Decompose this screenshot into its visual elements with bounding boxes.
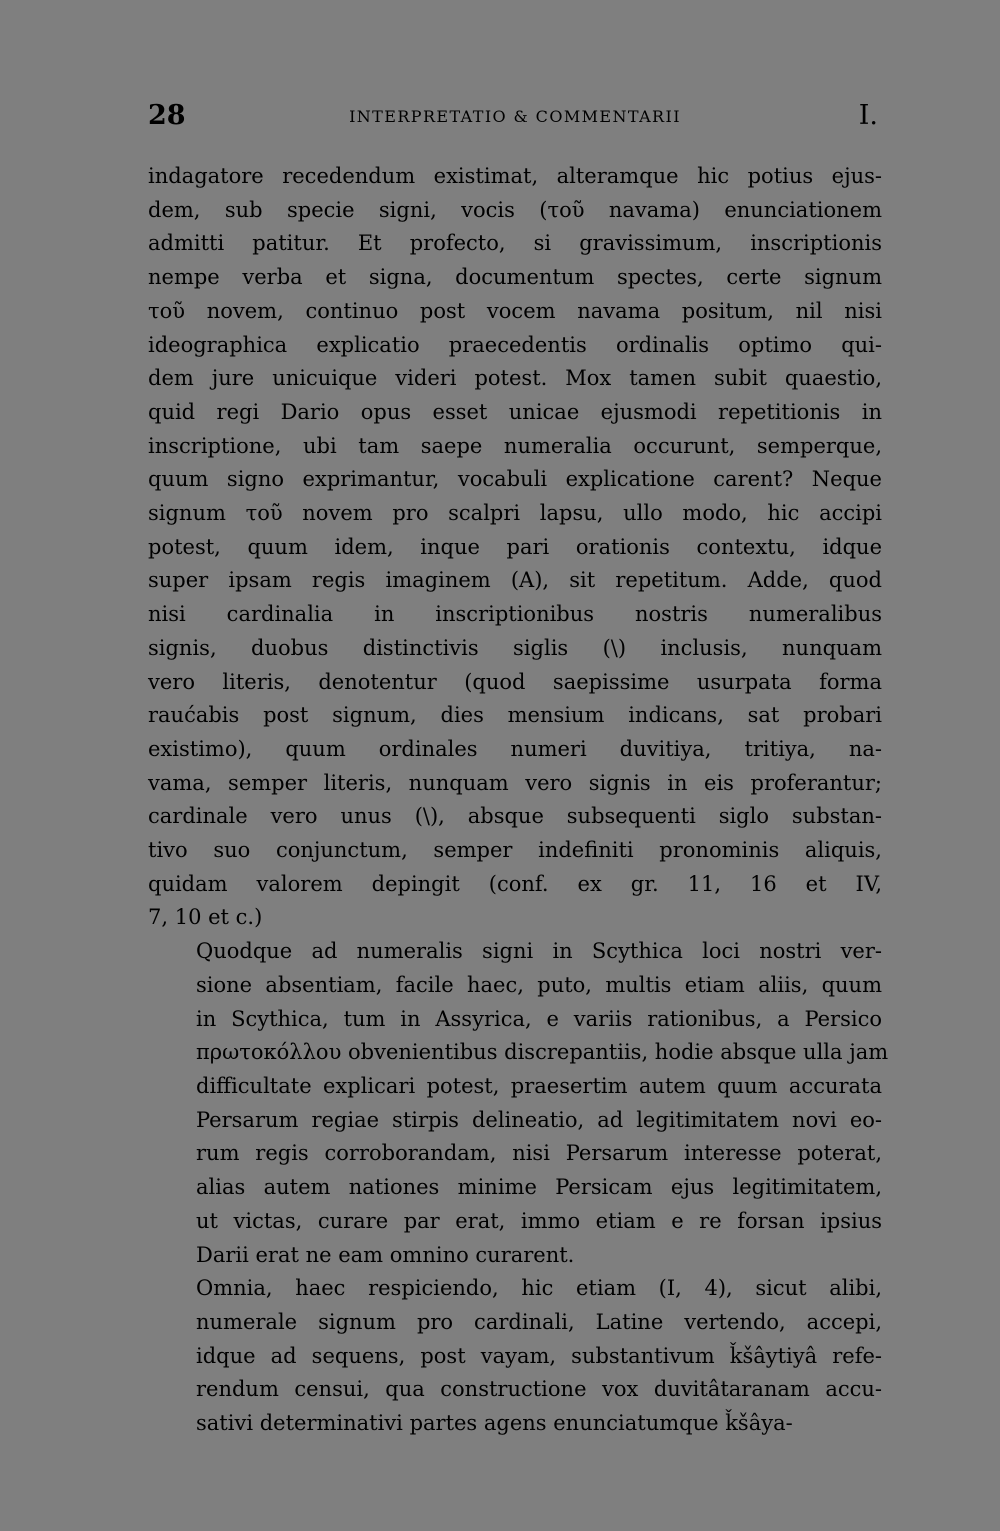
text-line: dem jure unicuique videri potest. Mox tamen subit quaestio, xyxy=(148,366,882,391)
text-line: difficultate explicari potest, praesertim autem quum accurata xyxy=(196,1073,882,1098)
text-line: idque ad sequens, post vayam, substantivum ǩšâytiyâ refe- xyxy=(196,1343,882,1368)
body-text xyxy=(148,160,889,1441)
text-line: vero literis, denotentur (quod saepissime usurpata forma xyxy=(148,669,882,694)
text-line: inscriptione, ubi tam saepe numeralia occurunt, semperque, xyxy=(148,433,882,458)
text-line: alias autem nationes minime Persicam ejus legitimitatem, xyxy=(196,1175,882,1200)
text-line: sativi determinativi partes agens enunciatumque ǩšâya- xyxy=(196,1411,793,1436)
section-number: I. xyxy=(858,100,878,131)
paragraph xyxy=(148,935,889,1272)
text-line: Omnia, haec respiciendo, hic etiam (I, 4), sicut alibi, xyxy=(196,1276,882,1301)
text-line: quum signo exprimantur, vocabuli explicatione carent? Neque xyxy=(148,467,882,492)
page-number: 28 xyxy=(148,100,186,131)
page-header xyxy=(148,98,882,138)
text-line: in Scythica, tum in Assyrica, e variis rationibus, a Persico xyxy=(196,1006,882,1031)
text-line: rendum censui, qua constructione vox duvitâtaranam accu- xyxy=(196,1377,882,1402)
text-line: raućabis post signum, dies mensium indicans, sat probari xyxy=(148,703,882,728)
text-line: super ipsam regis imaginem (A), sit repetitum. Adde, quod xyxy=(148,568,882,593)
text-line: signis, duobus distinctivis siglis (\) inclusis, nunquam xyxy=(148,635,882,660)
text-line: ideographica explicatio praecedentis ordinalis optimo qui- xyxy=(148,332,882,357)
text-line: Persarum regiae stirpis delineatio, ad legitimitatem novi eo- xyxy=(196,1107,882,1132)
text-line: cardinale vero unus (\), absque subsequenti siglo substan- xyxy=(148,804,882,829)
text-line: τοῦ novem, continuo post vocem navama positum, nil nisi xyxy=(148,298,882,323)
text-line: vama, semper literis, nunquam vero signis in eis proferantur; xyxy=(148,770,882,795)
text-line: rum regis corroborandam, nisi Persarum interesse poterat, xyxy=(196,1141,882,1166)
text-line: Darii erat ne eam omnino curarent. xyxy=(196,1242,575,1267)
text-line: dem, sub specie signi, vocis (τοῦ navama) enunciationem xyxy=(148,197,882,222)
text-line: 7, 10 et c.) xyxy=(148,905,263,930)
text-line: potest, quum idem, inque pari orationis contextu, idque xyxy=(148,534,882,559)
running-head: INTERPRETATIO & COMMENTARII xyxy=(349,107,681,126)
paragraph xyxy=(148,160,882,935)
text-line: quidam valorem depingit (conf. ex gr. 11, 16 et IV, xyxy=(148,871,882,896)
text-line: nempe verba et signa, documentum spectes, certe signum xyxy=(148,265,882,290)
text-line: Quodque ad numeralis signi in Scythica loci nostri ver- xyxy=(196,939,882,964)
text-line: quid regi Dario opus esset unicae ejusmodi repetitionis in xyxy=(148,399,882,424)
text-line: ut victas, curare par erat, immo etiam e re forsan ipsius xyxy=(196,1208,882,1233)
text-line: indagatore recedendum existimat, alteramque hic potius ejus- xyxy=(148,164,882,188)
text-line: sione absentiam, facile haec, puto, multis etiam aliis, quum xyxy=(196,972,882,997)
text-line: nisi cardinalia in inscriptionibus nostris numeralibus xyxy=(148,602,882,627)
text-line: numerale signum pro cardinali, Latine vertendo, accepi, xyxy=(196,1309,882,1334)
text-line: admitti patitur. Et profecto, si gravissimum, inscriptionis xyxy=(148,231,882,256)
text-line: tivo suo conjunctum, semper indefiniti pronominis aliquis, xyxy=(148,838,882,863)
paragraph xyxy=(148,1272,882,1441)
text-line: signum τοῦ novem pro scalpri lapsu, ullo modo, hic accipi xyxy=(148,501,882,526)
text-line: existimo), quum ordinales numeri duvitiya, tritiya, na- xyxy=(148,736,882,761)
text-line: πρωτοκόλλου obvenientibus discrepantiis, hodie absque ulla jam xyxy=(196,1040,889,1065)
